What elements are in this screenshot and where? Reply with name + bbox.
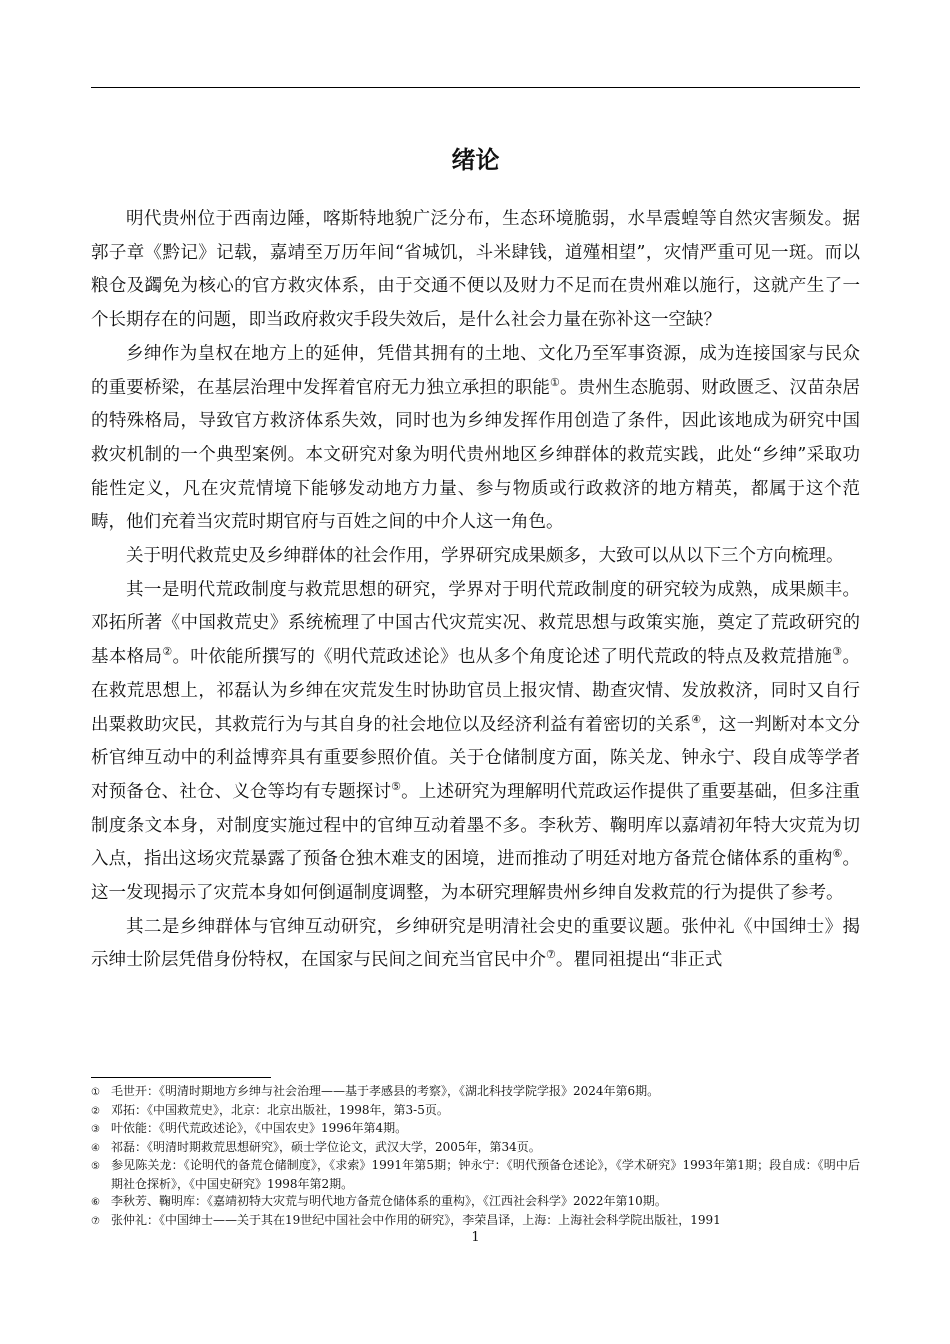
- paragraph-text: 其一是明代荒政制度与救荒思想的研究，学界对于明代荒政制度的研究较为成熟，成果颇丰。邓拓所著《中国救荒史》系统梳理了中国古代灾荒实况、救荒思想与政策实施，奠定了荒政研究的基本格局: [91, 579, 860, 668]
- footnote: [91, 1083, 860, 1102]
- footnote-text: 毛世开：《明清时期地方乡绅与社会治理——基于孝感县的考察》，《湖北科技学院学报》2024年第6期。: [111, 1084, 660, 1098]
- footnote-reference: ⑥: [832, 847, 843, 861]
- footnote-reference: ①: [550, 375, 561, 389]
- page-number: 1: [471, 1230, 480, 1245]
- footnote-text: 李秋芳、鞠明库：《嘉靖初特大灾荒与明代地方备荒仓储体系的重构》，《江西社会科学》2022年第10期。: [111, 1194, 667, 1208]
- body-paragraph: [91, 540, 860, 574]
- footnote-mark: ③: [91, 1124, 100, 1135]
- body-paragraph: [91, 574, 860, 911]
- header-rule: [91, 87, 860, 88]
- paragraph-text: 。叶依能所撰写的《明代荒政述论》也从多个角度论述了明代荒政的特点及救荒措施: [172, 647, 833, 668]
- footnote-mark: ⑥: [91, 1197, 100, 1208]
- paragraph-text: 其二是乡绅群体与官绅互动研究，乡绅研究是明清社会史的重要议题。张仲礼《中国绅士》揭示绅士阶层凭借身份特权，在国家与民间之间充当官民中介: [91, 916, 860, 971]
- paragraph-text: 明代贵州位于西南边陲，喀斯特地貌广泛分布，生态环境脆弱，水旱震蝗等自然灾害频发。据郭子章《黔记》记载，嘉靖至万历年间“省城饥，斗米肆钱，道殣相望”，灾情严重可见一斑。而以粮仓及蠲免为核心的官方救灾体系，由于交通不便以及财力不足而在贵州难以施行，这就产生了一个长期存在的问题，即当政府救灾手段失效后，是什么社会力量在弥补这一空缺？: [91, 209, 860, 331]
- footnote-text: 邓拓：《中国救荒史》，北京：北京出版社，1998年，第3-5页。: [111, 1102, 449, 1117]
- footnote: [91, 1212, 860, 1231]
- paragraph-text: 。贵州生态脆弱、财政匮乏、汉苗杂居的特殊格局，导致官方救济体系失效，同时也为乡绅发挥作用创造了条件，因此该地成为研究中国救灾机制的一个典型案例。本文研究对象为明代贵州地区乡绅群体的救荒实践，此处“乡绅”采取功能性定义，凡在灾荒情境下能够发动地方力量、参与物质或行政救济的地方精英，都属于这个范畴，他们充着当灾荒时期官府与百姓之间的中介人这一角色。: [91, 377, 860, 533]
- footnote-reference: ④: [691, 712, 702, 726]
- body-text: [91, 203, 860, 978]
- paragraph-text: 。上述研究为理解明代荒政运作提供了重要基础，但多注重制度条文本身，对制度实施过程中的官绅互动着墨不多。李秋芳、鞠明库以嘉靖初年特大灾荒为切入点，指出这场灾荒暴露了预备仓独木难支的困境，进而推动了明廷对地方备荒仓储体系的重构: [91, 781, 860, 870]
- page-title: 绪论: [451, 146, 500, 174]
- paragraph-text: 。瞿同祖提出“非正式: [555, 950, 723, 971]
- footnote-reference: ⑦: [546, 948, 556, 962]
- paragraph-text: 。在救荒思想上，祁磊认为乡绅在灾荒发生时协助官员上报灾情、勘查灾情、发放救济，同时又自行出粟救助灾民，其救荒行为与其自身的社会地位以及经济利益有着密切的关系: [91, 647, 860, 735]
- body-paragraph: [91, 203, 860, 338]
- footnote-mark: ④: [91, 1142, 100, 1154]
- paragraph-text: 。这一发现揭示了灾荒本身如何倒逼制度调整，为本研究理解贵州乡绅自发救荒的行为提供了参考。: [91, 849, 860, 904]
- footnote: [91, 1120, 860, 1139]
- footnote-mark: ⑦: [91, 1215, 100, 1227]
- paragraph-text: ，这一判断对本文分析官绅互动中的利益博弈具有重要参照价值。关于仓储制度方面，陈关龙、钟永宁、段自成等学者对预备仓、社仓、义仓等均有专题探讨: [91, 714, 860, 802]
- footnote: [91, 1157, 860, 1193]
- footnote-reference: ③: [832, 645, 843, 659]
- footnote-mark: ①: [91, 1087, 100, 1098]
- body-paragraph: [91, 911, 860, 978]
- paragraph-text: 关于明代救荒史及乡绅群体的社会作用，学界研究成果颇多，大致可以从以下三个方向梳理。: [126, 546, 844, 567]
- body-paragraph: [91, 338, 860, 540]
- footnote-text: 参见陈关龙：《论明代的备荒仓储制度》，《求索》1991年第5期；钟永宁：《明代预备仓述论》，《学术研究》1993年第1期；段自成：《明中后期社仓探析》，《中国史研究》1998年第2期。: [111, 1158, 860, 1191]
- footnote-text: 祁磊：《明清时期救荒思想研究》，硕士学位论文，武汉大学，2005年，第34页。: [111, 1139, 541, 1154]
- footnote-text: 张仲礼：《中国绅士——关于其在19世纪中国社会中作用的研究》，李荣昌译，上海：上海社会科学院出版社，1991: [111, 1212, 721, 1227]
- footnote-mark: ⑤: [91, 1161, 100, 1172]
- footnote-reference: ⑤: [391, 780, 402, 794]
- paragraph-text: 乡绅作为皇权在地方上的延伸，凭借其拥有的土地、文化乃至军事资源，成为连接国家与民众的重要桥梁，在基层治理中发挥着官府无力独立承担的职能: [91, 343, 860, 398]
- footnote-reference: ②: [162, 645, 173, 659]
- footnote-mark: ②: [91, 1105, 100, 1117]
- footnote: [91, 1139, 860, 1158]
- footnote: [91, 1193, 860, 1212]
- footnote-text: 叶依能：《明代荒政述论》，《中国农史》1996年第4期。: [111, 1121, 408, 1135]
- footnotes: [91, 1083, 860, 1230]
- footnote: [91, 1102, 860, 1121]
- footnote-rule: [91, 1077, 271, 1078]
